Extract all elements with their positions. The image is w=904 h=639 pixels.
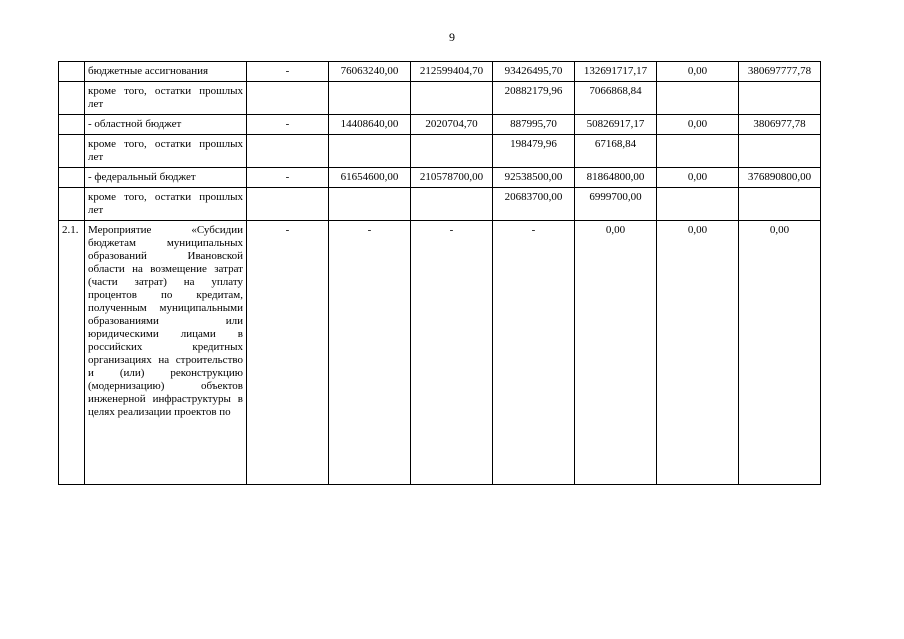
row-number <box>59 115 85 135</box>
row-number: 2.1. <box>59 221 85 485</box>
table-cell: 198479,96 <box>493 135 575 168</box>
table-cell: 0,00 <box>657 115 739 135</box>
table-cell: - <box>411 221 493 485</box>
table-cell: - <box>493 221 575 485</box>
table-cell: 61654600,00 <box>329 168 411 188</box>
row-label: бюджетные ассигнования <box>85 62 247 82</box>
table-cell: 2020704,70 <box>411 115 493 135</box>
table-cell <box>657 188 739 221</box>
table-row <box>59 221 821 485</box>
table-cell: 92538500,00 <box>493 168 575 188</box>
table-cell <box>739 188 821 221</box>
table-cell: - <box>247 221 329 485</box>
table-cell: 20683700,00 <box>493 188 575 221</box>
row-number <box>59 135 85 168</box>
table-cell <box>329 135 411 168</box>
table-cell: - <box>247 168 329 188</box>
table-row <box>59 82 821 115</box>
table-row <box>59 62 821 82</box>
table-cell: 93426495,70 <box>493 62 575 82</box>
table-cell: - <box>247 62 329 82</box>
table-cell <box>657 135 739 168</box>
table-cell: 132691717,17 <box>575 62 657 82</box>
table-cell: 50826917,17 <box>575 115 657 135</box>
table-cell: 7066868,84 <box>575 82 657 115</box>
table-cell <box>329 188 411 221</box>
table-cell: 212599404,70 <box>411 62 493 82</box>
table-row <box>59 168 821 188</box>
table-cell: 6999700,00 <box>575 188 657 221</box>
table-cell <box>411 82 493 115</box>
table-cell <box>411 135 493 168</box>
budget-table <box>58 61 821 485</box>
table-cell <box>329 82 411 115</box>
table-row <box>59 115 821 135</box>
row-label: - областной бюджет <box>85 115 247 135</box>
table-cell: 0,00 <box>657 62 739 82</box>
page-number: 9 <box>449 30 455 44</box>
table-cell: 376890800,00 <box>739 168 821 188</box>
row-number <box>59 82 85 115</box>
row-label: кроме того, остатки прошлых лет <box>85 135 247 168</box>
table-cell <box>657 82 739 115</box>
table-cell: 3806977,78 <box>739 115 821 135</box>
table-cell: 0,00 <box>575 221 657 485</box>
table-cell: 81864800,00 <box>575 168 657 188</box>
table-cell: 210578700,00 <box>411 168 493 188</box>
table-row <box>59 188 821 221</box>
table-row <box>59 135 821 168</box>
row-number <box>59 188 85 221</box>
table-cell <box>739 135 821 168</box>
table-cell: 14408640,00 <box>329 115 411 135</box>
table-cell: - <box>247 115 329 135</box>
table-cell: 887995,70 <box>493 115 575 135</box>
table-cell <box>247 188 329 221</box>
row-number <box>59 168 85 188</box>
table-cell: 0,00 <box>657 168 739 188</box>
table-cell: - <box>329 221 411 485</box>
table-cell <box>411 188 493 221</box>
row-label: кроме того, остатки прошлых лет <box>85 82 247 115</box>
table-cell: 0,00 <box>657 221 739 485</box>
table-cell <box>247 135 329 168</box>
table-cell <box>739 82 821 115</box>
row-label: кроме того, остатки прошлых лет <box>85 188 247 221</box>
table-cell: 20882179,96 <box>493 82 575 115</box>
table-cell: 0,00 <box>739 221 821 485</box>
row-label: - федеральный бюджет <box>85 168 247 188</box>
row-label: Мероприятие «Субсидии бюджетам муниципальных образований Ивановской области на возмещение затрат (части затрат) на уплату процентов по кредитам, полученным муниципальными образованиями или юридическими лицами в российских кредитных организациях на строительство и (или) реконструкцию (модернизацию) объектов инженерной инфраструктуры в целях реализации проектов по <box>85 221 247 485</box>
table-cell: 76063240,00 <box>329 62 411 82</box>
table-cell: 67168,84 <box>575 135 657 168</box>
row-number <box>59 62 85 82</box>
table-cell <box>247 82 329 115</box>
table-cell: 380697777,78 <box>739 62 821 82</box>
